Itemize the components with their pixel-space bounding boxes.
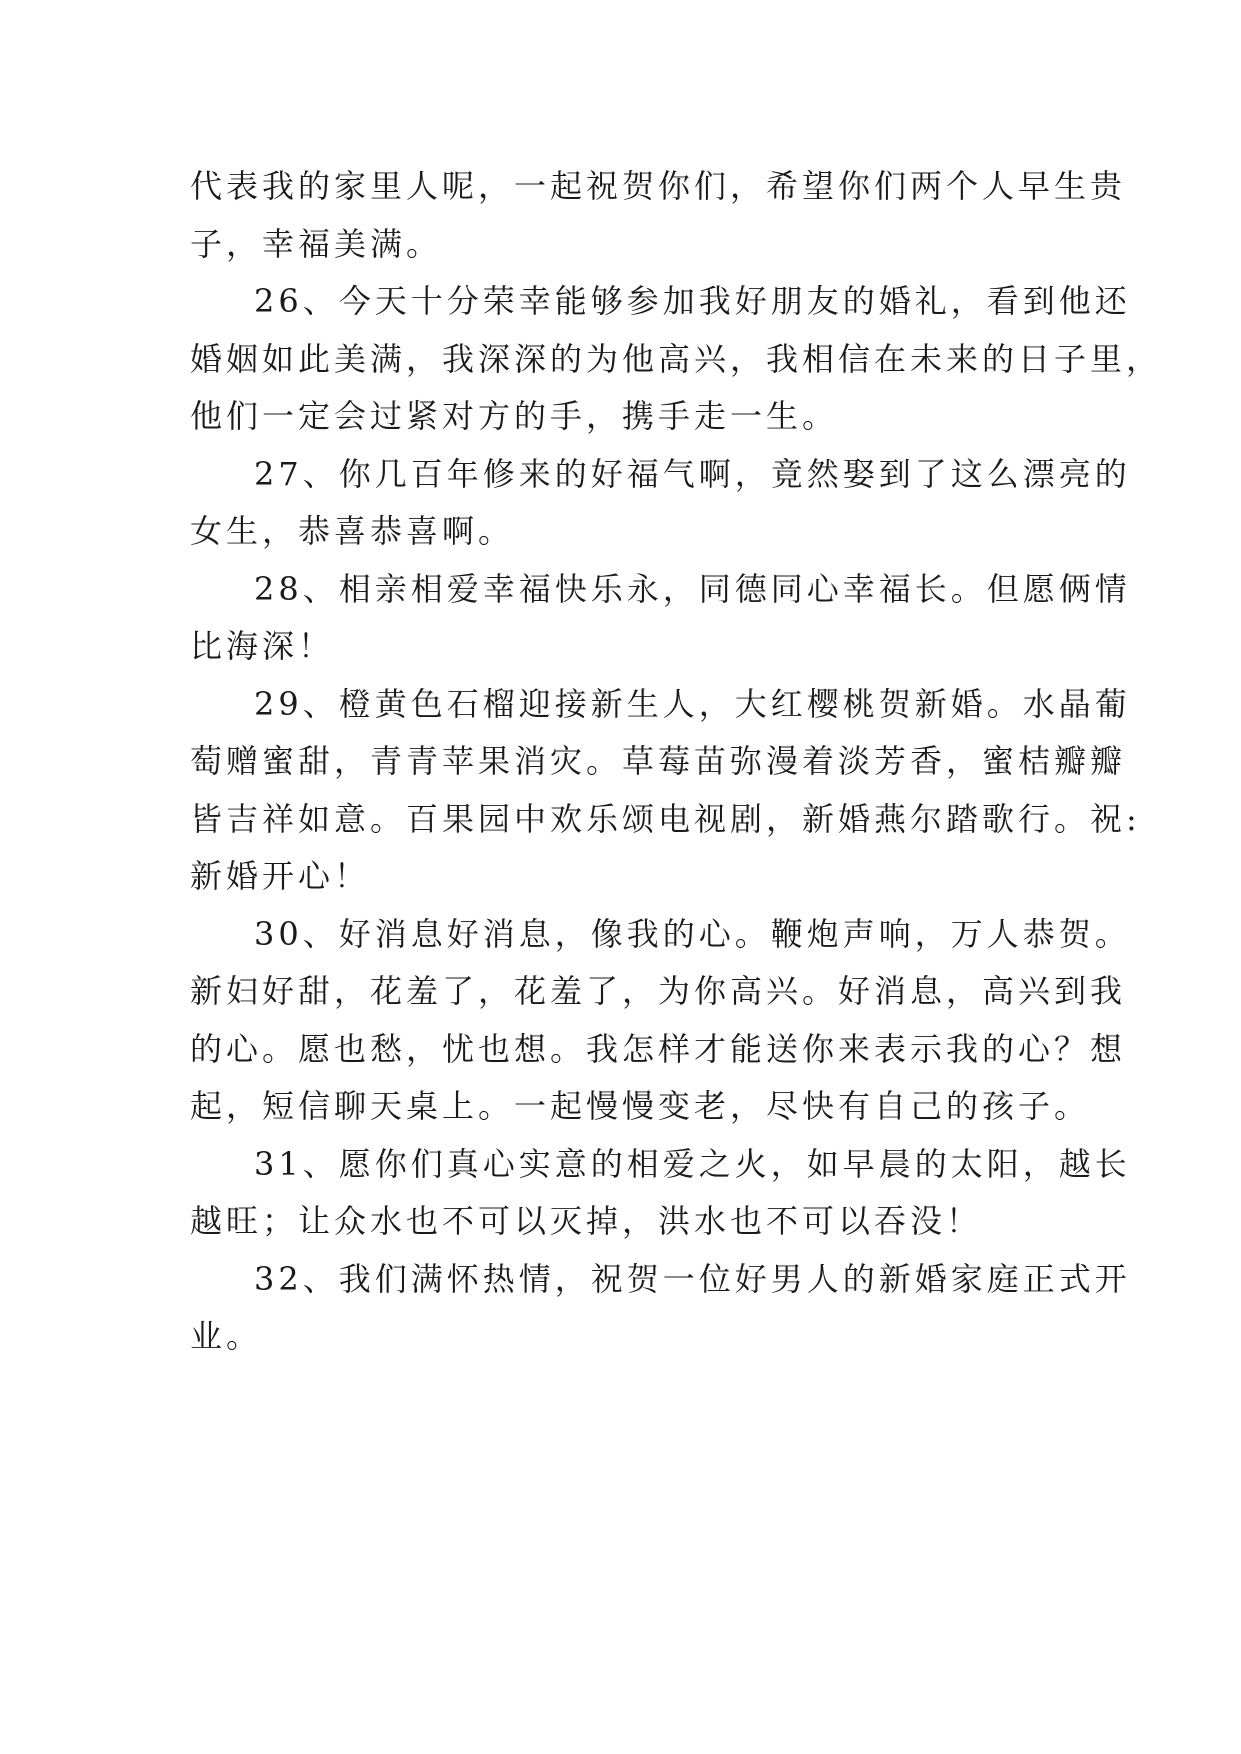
text-line: 起，短信聊天桌上。一起慢慢变老，尽快有自己的孩子。 [190,1087,1091,1125]
text-line: 他们一定会过紧对方的手，携手走一生。 [190,397,839,435]
text-line: 婚姻如此美满，我深深的为他高兴，我相信在未来的日子里， [190,339,1163,378]
text-line: 28、相亲相爱幸福快乐永，同德同心幸福长。但愿俩情 [254,569,1131,608]
text-line: 31、愿你们真心实意的相爱之火，如早晨的太阳，越长 [254,1144,1131,1183]
text-line: 子，幸福美满。 [190,224,443,263]
text-line: 30、好消息好消息，像我的心。鞭炮声响，万人恭贺。 [254,914,1131,953]
text-line: 业。 [190,1317,263,1355]
text-line: 代表我的家里人呢，一起祝贺你们，希望你们两个人早生贵 [190,167,1127,205]
text-line: 新妇好甜，花羞了，花羞了，为你高兴。好消息，高兴到我 [190,972,1127,1010]
text-line: 29、橙黄色石榴迎接新生人，大红樱桃贺新婚。水晶葡 [254,684,1131,723]
text-line: 比海深！ [190,627,335,665]
text-line: 越旺；让众水也不可以灭掉，洪水也不可以吞没！ [190,1202,983,1240]
text-line: 女生，恭喜恭喜啊。 [190,512,515,550]
text-line: 萄赠蜜甜，青青苹果消灾。草莓苗弥漫着淡芳香，蜜桔瓣瓣 [190,742,1127,780]
text-line: 27、你几百年修来的好福气啊，竟然娶到了这么漂亮的 [254,454,1131,493]
text-line: 的心。愿也愁，忧也想。我怎样才能送你来表示我的心？想 [190,1029,1127,1068]
text-line: 新婚开心！ [190,857,371,895]
text-line: 32、我们满怀热情，祝贺一位好男人的新婚家庭正式开 [254,1259,1131,1298]
text-line: 26、今天十分荣幸能够参加我好朋友的婚礼，看到他还 [254,282,1131,320]
document-body [190,158,1163,1366]
text-line: 皆吉祥如意。百果园中欢乐颂电视剧，新婚燕尔踏歌行。祝: [190,799,1141,838]
